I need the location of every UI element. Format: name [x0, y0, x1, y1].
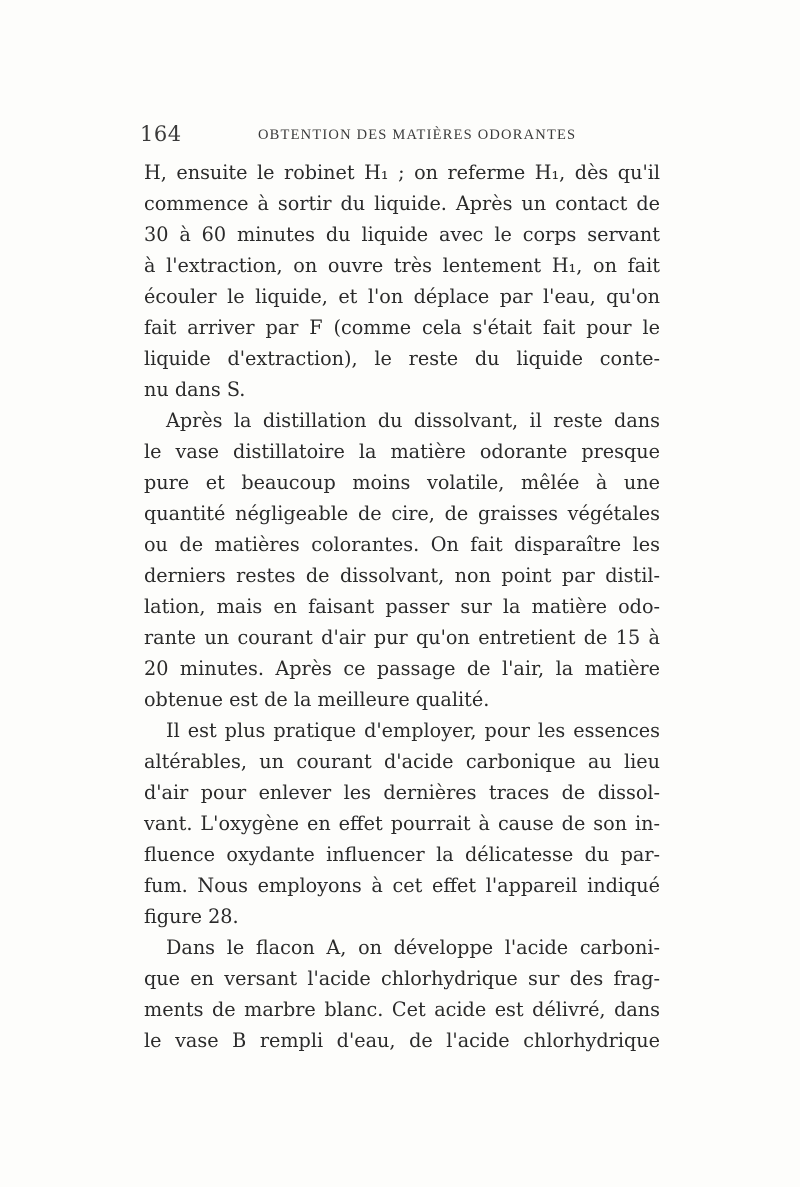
text-line: figure 28.: [144, 905, 239, 928]
text-line: fum. Nous employons à cet effet l'appareil indiqué: [144, 874, 660, 897]
text-line: ments de marbre blanc. Cet acide est délivré, dans: [144, 998, 660, 1021]
running-title: OBTENTION DES MATIÈRES ODORANTES: [258, 127, 577, 143]
paragraph-4: [144, 932, 660, 1056]
text-line: le vase distillatoire la matière odorante presque: [144, 440, 660, 463]
text-line: Il est plus pratique d'employer, pour les essences: [166, 719, 660, 742]
text-line: d'air pour enlever les dernières traces de dissol-: [144, 781, 660, 804]
paragraph-3: [144, 715, 660, 932]
text-line: fluence oxydante influencer la délicatesse du par-: [144, 843, 660, 866]
text-line: derniers restes de dissolvant, non point par distil-: [144, 564, 660, 587]
text-line: le vase B rempli d'eau, de l'acide chlorhydrique: [144, 1029, 660, 1052]
text-line: obtenue est de la meilleure qualité.: [144, 688, 490, 711]
text-line: Dans le flacon A, on développe l'acide carboni-: [166, 936, 660, 959]
text-line: 30 à 60 minutes du liquide avec le corps servant: [144, 223, 660, 246]
text-line: pure et beaucoup moins volatile, mêlée à une: [144, 471, 660, 494]
paragraph-2: [144, 405, 660, 715]
text-line: à l'extraction, on ouvre très lentement H₁, on fait: [144, 254, 660, 277]
text-line: altérables, un courant d'acide carbonique au lieu: [144, 750, 660, 773]
paragraph-1: [144, 157, 660, 405]
text-line: commence à sortir du liquide. Après un contact de: [144, 192, 660, 215]
text-line: nu dans S.: [144, 378, 246, 401]
text-line: lation, mais en faisant passer sur la matière odo-: [144, 595, 660, 618]
text-line: rante un courant d'air pur qu'on entretient de 15 à: [144, 626, 660, 649]
text-line: Après la distillation du dissolvant, il reste dans: [166, 409, 660, 432]
text-line: fait arriver par F (comme cela s'était fait pour le: [144, 316, 660, 339]
body-text: [144, 157, 660, 1056]
text-line: 20 minutes. Après ce passage de l'air, la matière: [144, 657, 660, 680]
text-line: ou de matières colorantes. On fait disparaître les: [144, 533, 660, 556]
text-line: que en versant l'acide chlorhydrique sur des frag-: [144, 967, 660, 990]
text-line: quantité négligeable de cire, de graisses végétales: [144, 502, 660, 525]
page-number: 164: [140, 122, 182, 146]
text-line: liquide d'extraction), le reste du liquide conte-: [144, 347, 660, 370]
running-head: [140, 122, 660, 146]
text-line: vant. L'oxygène en effet pourrait à cause de son in-: [144, 812, 660, 835]
text-line: écouler le liquide, et l'on déplace par l'eau, qu'on: [144, 285, 660, 308]
text-line: H, ensuite le robinet H₁ ; on referme H₁, dès qu'il: [144, 161, 660, 184]
